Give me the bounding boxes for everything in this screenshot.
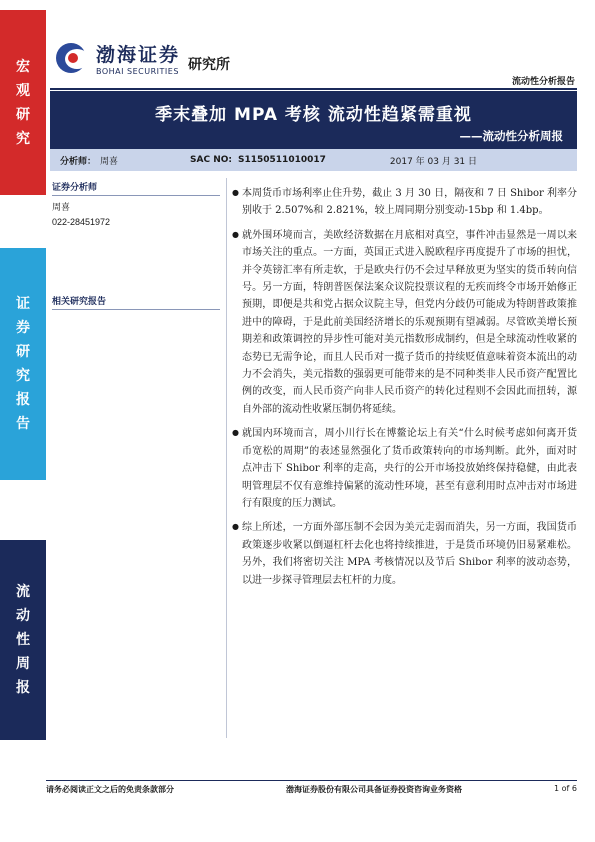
- paragraph-text: 本周货币市场利率止住升势，截止 3 月 30 日，隔夜和 7 日 Shibor 利率分别收于 2.507%和 2.821%，较上周同期分别变动-15bp 和 1.4bp。: [242, 188, 577, 217]
- analyst-heading: 证券分析师: [52, 180, 220, 196]
- body-paragraph: [232, 519, 577, 589]
- sidebar-char: 券: [16, 320, 30, 336]
- bullet-icon: ●: [232, 229, 239, 239]
- company-logo: [56, 40, 230, 76]
- analyst-label: 分析师：: [60, 156, 97, 167]
- analyst-name: 周喜: [100, 156, 119, 167]
- logo-english-name: BOHAI SECURITIES: [96, 67, 179, 76]
- logo-mark-icon: [56, 41, 90, 75]
- page-number: 1 of 6: [554, 784, 577, 793]
- disclaimer-note: 请务必阅读正文之后的免责条款部分: [46, 785, 174, 794]
- sidebar-char: 报: [16, 680, 30, 696]
- sidebar-char: 流: [16, 584, 30, 600]
- sidebar-label-macro-research: [16, 50, 30, 156]
- sidebar-char: 告: [16, 416, 30, 432]
- report-type-label: 流动性分析报告: [511, 77, 575, 87]
- sidebar-char: 观: [16, 82, 30, 99]
- qualification-note: 渤海证券股份有限公司具备证券投资咨询业务资格: [286, 785, 462, 794]
- sidebar-char: 证: [16, 296, 30, 312]
- body-paragraph: [232, 185, 577, 220]
- sidebar-band-macro: [0, 10, 46, 195]
- report-body: [232, 185, 577, 596]
- sidebar-char: 报: [16, 392, 30, 408]
- paragraph-text: 就外围环境而言，美欧经济数据在月底相对真空，事件冲击显然是一周以来市场关注的重点。一方面，英国正式进入脱欧程序再度提升了市场的担忧，并令英镑汇率有所走软，于是欧央行仍不会过早释放更为坚实的货币转向信号。另一方面，特朗普医保法案众议院投票议程的无疾而终令市场开始修正预期，即便是共和党占据众议院主导，但党内分歧仍可能成为特朗普政策推进中的障碍，于是此前美国经济增长的乐观预期有望减弱。尽管欧美增长预期差和政策调控的异步性可能对美元指数形成制约，但是全球流动性收紧的态势已无需争论，而且人民币对一揽子货币的持续贬值意味着资本流出的动力不会消失，美元指数的强弱更可能带来的是不同种类非人民币资产配置比例的改变，而人民币资产向非人民币资产的转化过程则不会因此而扭转，源自外部的流动性收紧压制仍将延续。: [242, 229, 577, 415]
- analyst-phone: 022-28451972: [52, 217, 111, 227]
- sidebar-band-securities: [0, 248, 46, 480]
- sidebar-char: 究: [16, 130, 30, 147]
- sac-label: SAC NO:: [190, 155, 232, 165]
- institute-label: 研究所: [188, 57, 231, 73]
- sidebar-label-securities-report: [16, 287, 30, 441]
- body-paragraph: [232, 425, 577, 512]
- bullet-icon: ●: [232, 188, 239, 197]
- analyst-meta-bar: [50, 149, 577, 171]
- sidebar-char: 性: [16, 632, 30, 648]
- bullet-icon: ●: [232, 522, 239, 532]
- sidebar-char: 周: [16, 656, 30, 672]
- sidebar-band-liquidity: [0, 540, 46, 740]
- report-date: 2017 年 03 月 31 日: [389, 156, 478, 167]
- report-subtitle: ——流动性分析周报: [459, 129, 563, 143]
- sidebar-char: 动: [16, 608, 30, 624]
- report-title: 季末叠加 MPA 考核 流动性趋紧需重视: [155, 105, 472, 125]
- title-banner: [50, 91, 577, 149]
- paragraph-text: 综上所述，一方面外部压制不会因为美元走弱而消失，另一方面，我国货币政策逐步收紧以倒逼杠杆去化也将持续推进，于是货币环境仍旧易紧难松。另外，我们将密切关注 MPA 考核情况以及节后 Shibor 利率的波动态势，以进一步探寻管理层去杠杆的力度。: [242, 522, 577, 586]
- bullet-icon: ●: [232, 428, 239, 438]
- analyst-name-detail: 周喜: [52, 202, 71, 212]
- sidebar-char: 研: [16, 344, 30, 360]
- paragraph-text: 就国内环境而言，周小川行长在博鳌论坛上有关“什么时候考虑如何离开货币宽松的周期”的表述显然强化了货币政策转向的市场判断。此外，面对时点冲击下 Shibor 利率的走高，央行的公开市场投放始终保持稳健，由此表明管理层不仅有意维持偏紧的流动性环境，甚至有意利用时点冲击对市场进行有限度的压力测试。: [242, 428, 577, 509]
- sac-number: S1150511010017: [238, 155, 326, 165]
- sidebar-char: 究: [16, 368, 30, 384]
- logo-chinese-name: 渤海证券: [96, 44, 181, 66]
- header-rule: [50, 88, 577, 90]
- analyst-info-panel: [52, 180, 220, 227]
- sidebar-label-liquidity-weekly: [16, 575, 30, 705]
- page-footer: [46, 780, 577, 795]
- sidebar-char: 宏: [16, 58, 30, 75]
- column-divider: [226, 178, 227, 738]
- body-paragraph: [232, 227, 577, 418]
- related-reports-heading: 相关研究报告: [52, 294, 220, 310]
- sidebar-char: 研: [16, 106, 30, 123]
